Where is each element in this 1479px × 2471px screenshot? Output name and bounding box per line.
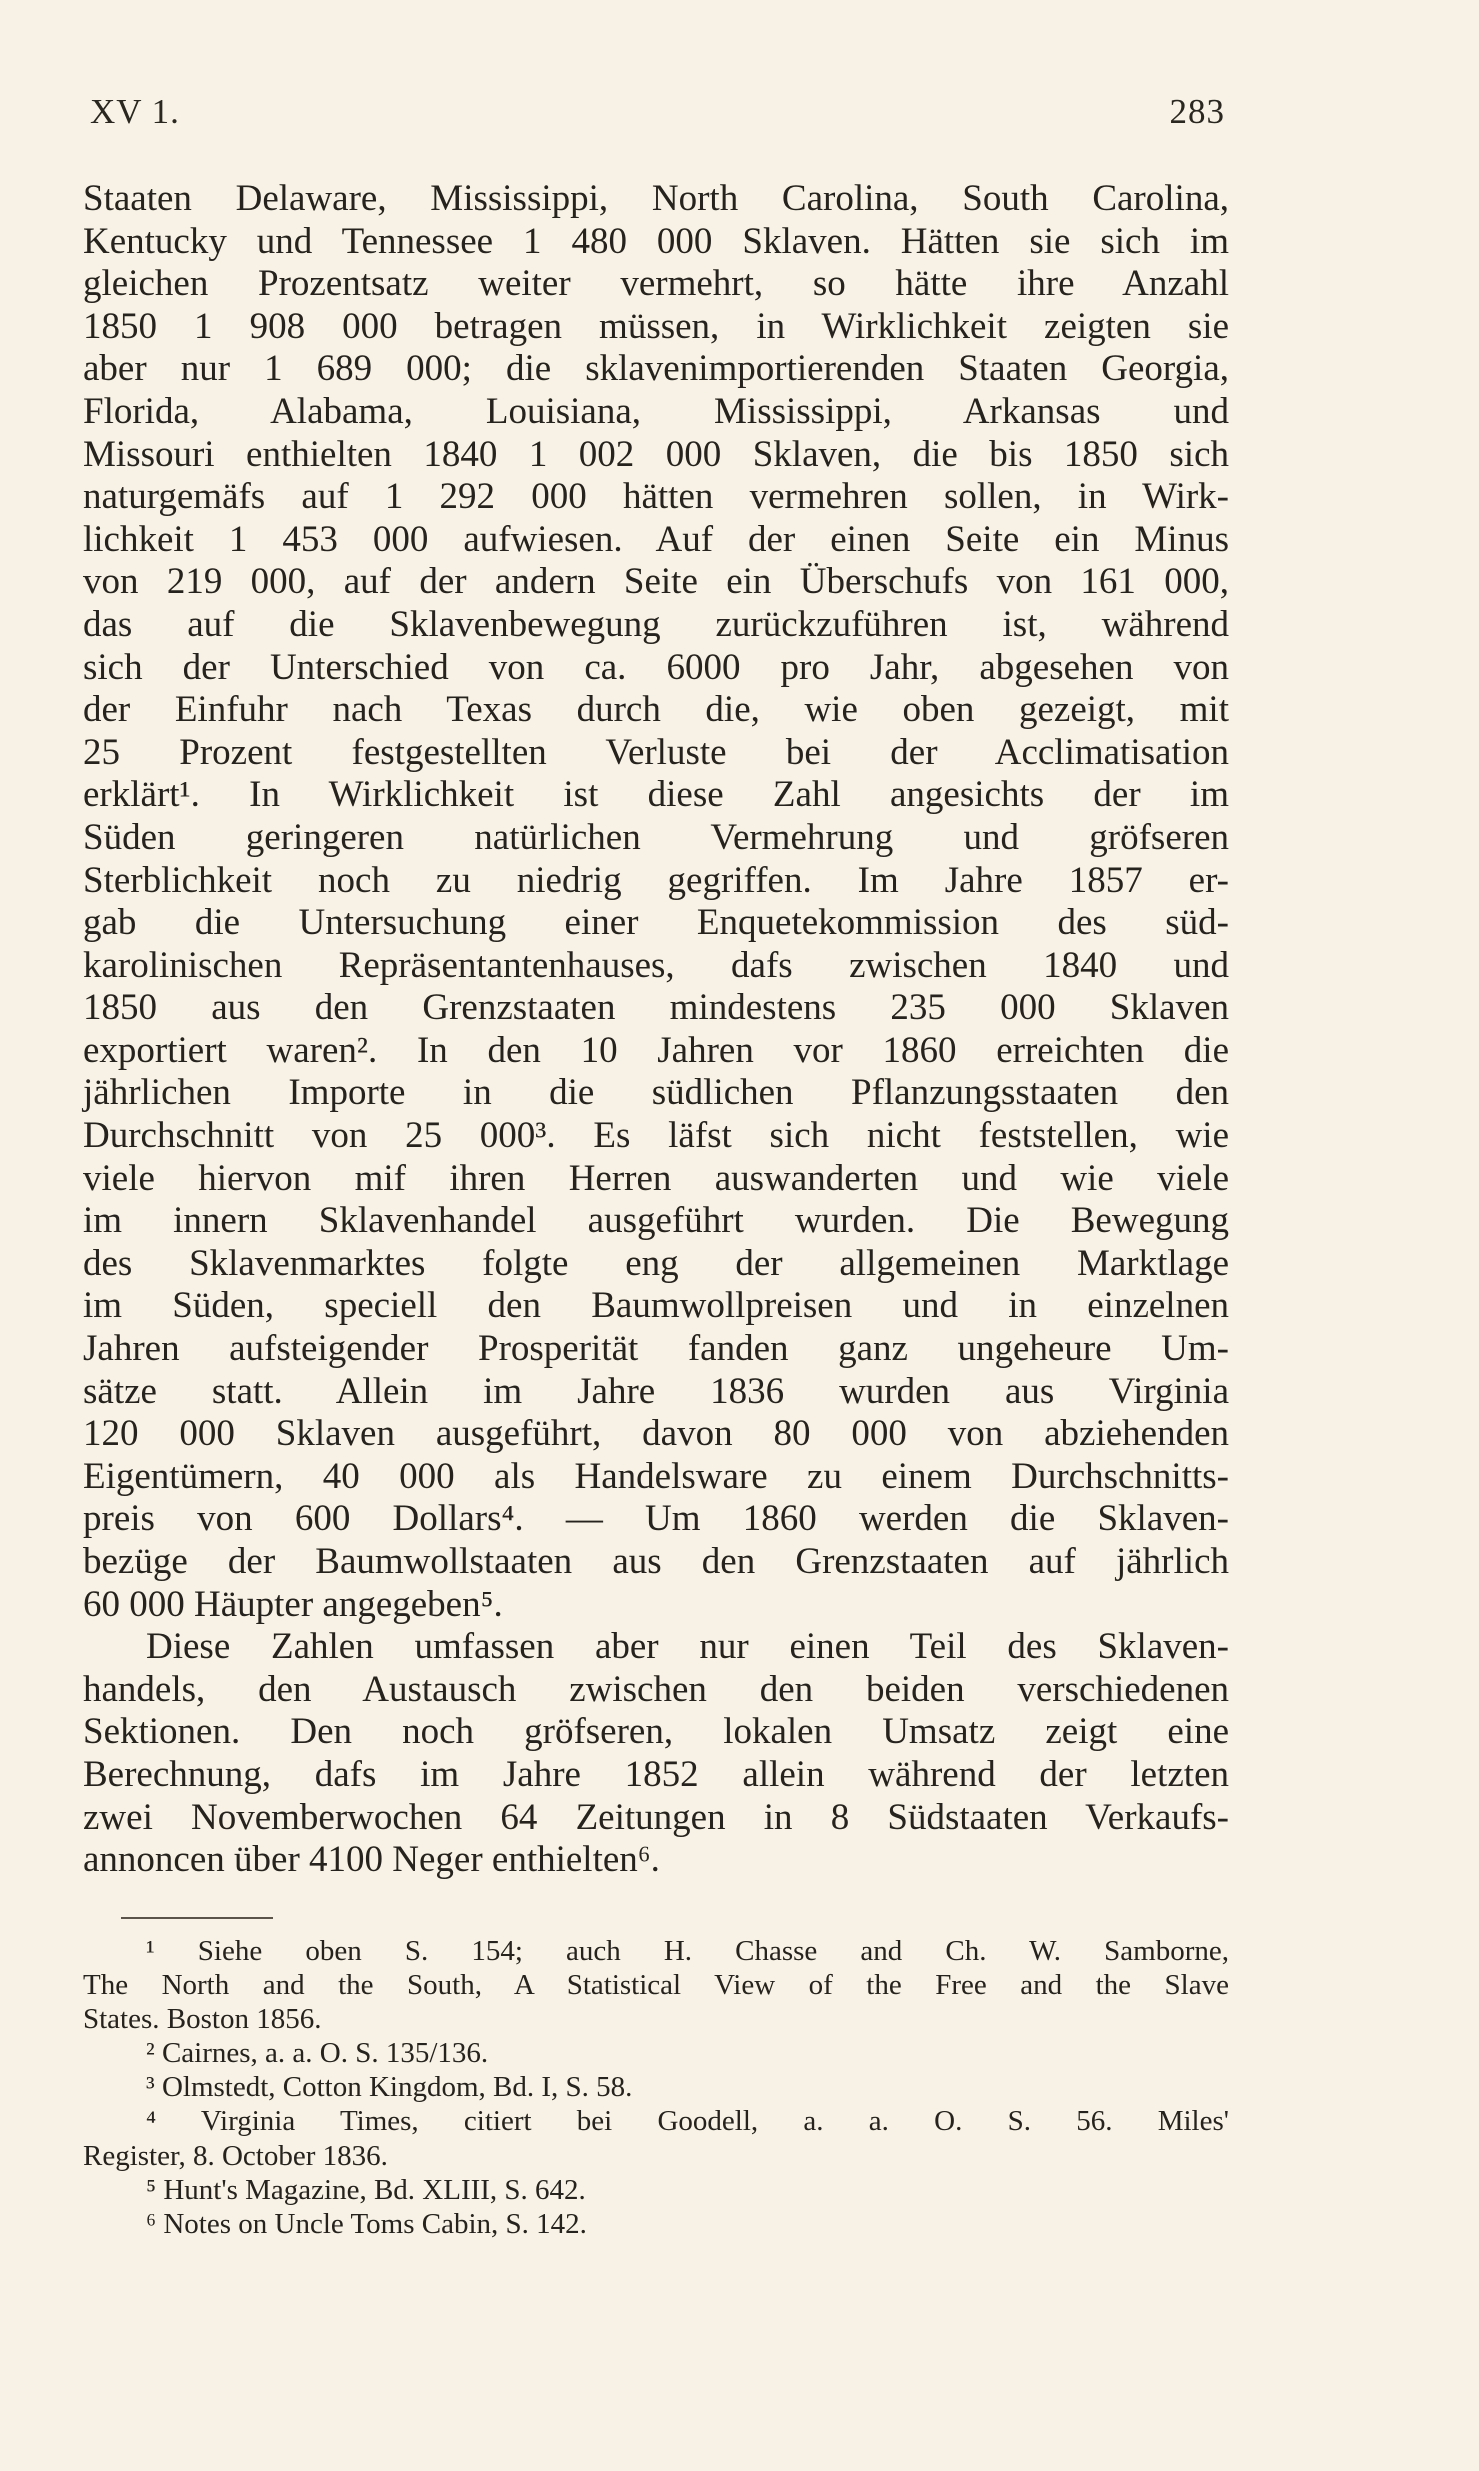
paragraph-start-line: Diese Zahlen umfassen aber nur einen Teil des Sklaven- xyxy=(146,1626,1229,1668)
body-line: der Einfuhr nach Texas durch die, wie oben gezeigt, mit xyxy=(83,689,1229,731)
body-line: viele hiervon mif ihren Herren auswanderten und wie viele xyxy=(83,1157,1229,1199)
body-line: jährlichen Importe in die südlichen Pflanzungsstaaten den xyxy=(83,1072,1229,1114)
body-line: Berechnung, dafs im Jahre 1852 allein während der letzten xyxy=(83,1753,1229,1795)
body-line: Sterblichkeit noch zu niedrig gegriffen. Im Jahre 1857 er- xyxy=(83,859,1229,901)
footnote-line: Register, 8. October 1836. xyxy=(83,2139,388,2172)
footnote-line: ² Cairnes, a. a. O. S. 135/136. xyxy=(146,2037,489,2070)
body-line: Staaten Delaware, Mississippi, North Carolina, South Carolina, xyxy=(83,178,1229,219)
body-line: gleichen Prozentsatz weiter vermehrt, so hätte ihre Anzahl xyxy=(83,263,1229,305)
body-line: im innern Sklavenhandel ausgeführt wurden. Die Bewegung xyxy=(83,1200,1229,1242)
body-line: 120 000 Sklaven ausgeführt, davon 80 000 von abziehenden xyxy=(83,1413,1229,1455)
body-line: karolinischen Repräsentantenhauses, dafs zwischen 1840 und xyxy=(83,944,1229,986)
paragraph-end-line: annoncen über 4100 Neger enthielten⁶. xyxy=(83,1839,660,1881)
body-line: exportiert waren². In den 10 Jahren vor 1860 erreichten die xyxy=(83,1029,1229,1071)
footnotes xyxy=(83,1934,1229,2241)
body-line: handels, den Austausch zwischen den beiden verschiedenen xyxy=(83,1668,1229,1710)
footnote-line: The North and the South, A Statistical View of the Free and the Slave xyxy=(83,1969,1229,2002)
body-line: 1850 1 908 000 betragen müssen, in Wirklichkeit zeigten sie xyxy=(83,305,1229,347)
body-line: zwei Novemberwochen 64 Zeitungen in 8 Südstaaten Verkaufs- xyxy=(83,1796,1229,1838)
body-line: Süden geringeren natürlichen Vermehrung und gröfseren xyxy=(83,816,1229,858)
signature-mark: XV 1. xyxy=(90,92,180,131)
body-line: Kentucky und Tennessee 1 480 000 Sklaven. Hätten sie sich im xyxy=(83,220,1229,262)
body-line: Missouri enthielten 1840 1 002 000 Sklaven, die bis 1850 sich xyxy=(83,433,1229,475)
body-line: sätze statt. Allein im Jahre 1836 wurden aus Virginia xyxy=(83,1370,1229,1412)
body-line: Florida, Alabama, Louisiana, Mississippi, Arkansas und xyxy=(83,390,1229,432)
body-line: Jahren aufsteigender Prosperität fanden ganz ungeheure Um- xyxy=(83,1328,1229,1370)
body-line: von 219 000, auf der andern Seite ein Überschufs von 161 000, xyxy=(83,561,1229,603)
body-text xyxy=(83,178,1229,1882)
body-line: das auf die Sklavenbewegung zurückzuführen ist, während xyxy=(83,603,1229,645)
body-line: gab die Untersuchung einer Enquetekommission des süd- xyxy=(83,902,1229,944)
footnote-line: ⁴ Virginia Times, citiert bei Goodell, a. a. O. S. 56. Miles' xyxy=(146,2105,1229,2138)
footnote-line: ⁶ Notes on Uncle Toms Cabin, S. 142. xyxy=(146,2207,587,2240)
body-line: aber nur 1 689 000; die sklavenimportierenden Staaten Georgia, xyxy=(83,348,1229,390)
body-line: Eigentümern, 40 000 als Handelsware zu einem Durchschnitts- xyxy=(83,1455,1229,1497)
body-line: naturgemäfs auf 1 292 000 hätten vermehren sollen, in Wirk- xyxy=(83,476,1229,518)
body-line: lichkeit 1 453 000 aufwiesen. Auf der einen Seite ein Minus xyxy=(83,518,1229,560)
body-line: erklärt¹. In Wirklichkeit ist diese Zahl angesichts der im xyxy=(83,774,1229,816)
body-line: sich der Unterschied von ca. 6000 pro Jahr, abgesehen von xyxy=(83,646,1229,688)
body-line: des Sklavenmarktes folgte eng der allgemeinen Marktlage xyxy=(83,1242,1229,1284)
body-line: Durchschnitt von 25 000³. Es läfst sich nicht feststellen, wie xyxy=(83,1115,1229,1157)
page-number: 283 xyxy=(1169,92,1225,131)
footnote-line: ³ Olmstedt, Cotton Kingdom, Bd. I, S. 58. xyxy=(146,2071,633,2104)
body-line: im Süden, speciell den Baumwollpreisen und in einzelnen xyxy=(83,1285,1229,1327)
body-line: 25 Prozent festgestellten Verluste bei der Acclimatisation xyxy=(83,731,1229,773)
footnote-line: ⁵ Hunt's Magazine, Bd. XLIII, S. 642. xyxy=(146,2173,586,2206)
footnote-line: ¹ Siehe oben S. 154; auch H. Chasse and Ch. W. Samborne, xyxy=(146,1935,1229,1967)
body-line: 1850 aus den Grenzstaaten mindestens 235 000 Sklaven xyxy=(83,987,1229,1029)
body-line: preis von 600 Dollars⁴. — Um 1860 werden die Sklaven- xyxy=(83,1498,1229,1540)
paragraph-end-line: 60 000 Häupter angegeben⁵. xyxy=(83,1583,503,1625)
page-header xyxy=(90,92,1225,140)
footnote-line: States. Boston 1856. xyxy=(83,2003,322,2036)
body-line: Sektionen. Den noch gröfseren, lokalen Umsatz zeigt eine xyxy=(83,1711,1229,1753)
body-line: bezüge der Baumwollstaaten aus den Grenzstaaten auf jährlich xyxy=(83,1541,1229,1582)
footnote-divider xyxy=(121,1917,273,1919)
